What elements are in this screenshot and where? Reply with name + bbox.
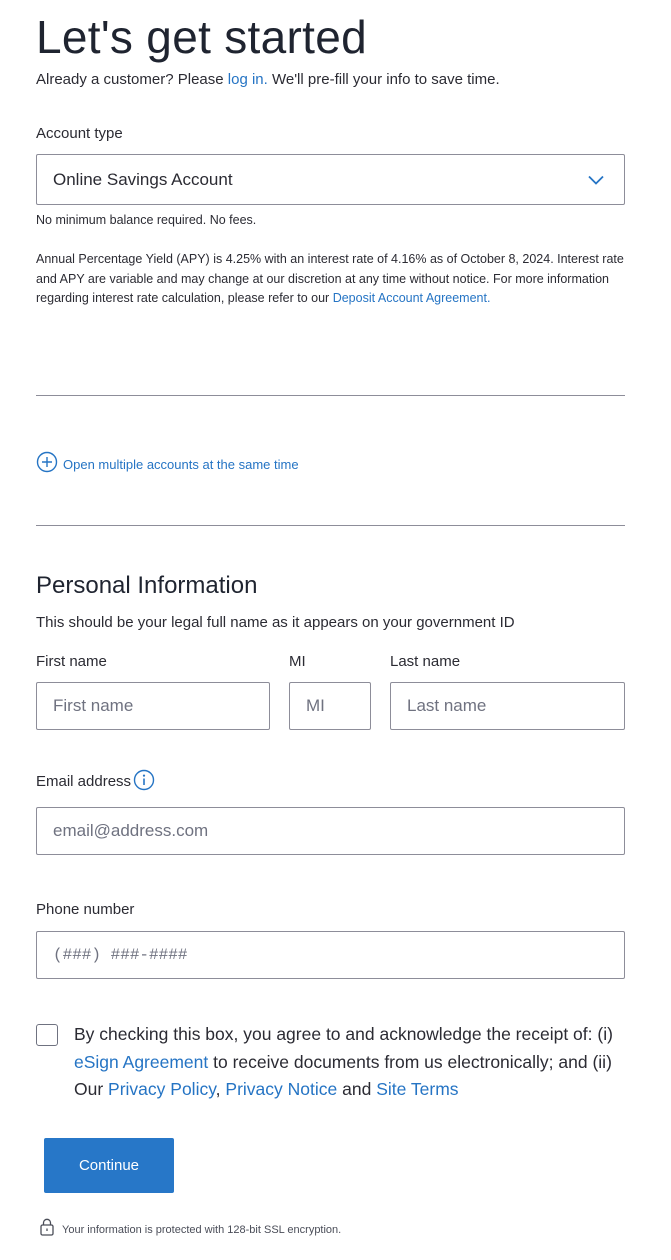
page-title: Let's get started: [36, 11, 367, 63]
first-name-input[interactable]: [36, 682, 270, 730]
email-label: Email address: [36, 773, 132, 790]
continue-button[interactable]: Continue: [44, 1138, 174, 1193]
email-input[interactable]: [36, 807, 625, 855]
consent-part1: By checking this box, you agree to and acknowledge the receipt of: (i): [74, 1024, 613, 1044]
security-note: [40, 1218, 341, 1241]
plus-circle-icon: [36, 451, 58, 478]
account-type-select[interactable]: [36, 154, 625, 205]
account-fee-note: No minimum balance required. No fees.: [36, 213, 257, 227]
last-name-input[interactable]: [390, 682, 625, 730]
phone-input[interactable]: [36, 931, 625, 979]
mi-label: MI: [289, 653, 306, 670]
consent-comma: ,: [215, 1079, 226, 1099]
consent-part2: to receive documents from us electronically; and (ii) Our: [74, 1051, 612, 1099]
info-icon[interactable]: [133, 769, 155, 796]
consent-text: [74, 1021, 630, 1104]
privacy-policy-link[interactable]: Privacy Policy: [108, 1079, 216, 1099]
account-type-value: Online Savings Account: [53, 169, 233, 189]
divider: [36, 395, 625, 396]
consent-checkbox[interactable]: [36, 1024, 58, 1046]
chevron-down-icon: [588, 172, 604, 188]
open-multiple-accounts-link[interactable]: [36, 451, 299, 478]
apy-disclosure-text: Annual Percentage Yield (APY) is 4.25% with an interest rate of 4.16% as of October 8, 2024. Interest rate and APY are variable and may change at our discretion at any time without notice. For more information regarding interest rate calculation, please refer to our: [36, 252, 624, 305]
deposit-agreement-link[interactable]: Deposit Account Agreement.: [332, 291, 491, 305]
privacy-notice-link[interactable]: Privacy Notice: [225, 1079, 338, 1099]
divider: [36, 525, 625, 526]
security-note-text: Your information is protected with 128-bit SSL encryption.: [62, 1223, 342, 1236]
mi-input[interactable]: [289, 682, 371, 730]
last-name-label: Last name: [390, 653, 461, 670]
account-type-label: Account type: [36, 125, 123, 142]
login-prompt-prefix: Already a customer? Please: [36, 71, 228, 88]
site-terms-link[interactable]: Site Terms: [376, 1079, 459, 1099]
first-name-label: First name: [36, 653, 107, 670]
open-multiple-accounts-label: Open multiple accounts at the same time: [63, 457, 299, 472]
apy-disclosure: [36, 250, 625, 309]
esign-agreement-link[interactable]: eSign Agreement: [74, 1051, 209, 1072]
personal-info-heading: Personal Information: [36, 572, 258, 599]
consent-and: and: [337, 1079, 377, 1099]
lock-icon: [40, 1218, 54, 1241]
login-link[interactable]: log in.: [227, 71, 268, 88]
phone-label: Phone number: [36, 901, 135, 918]
login-prompt: [36, 71, 500, 88]
personal-info-description: This should be your legal full name as it appears on your government ID: [36, 614, 515, 631]
login-prompt-suffix: We'll pre-fill your info to save time.: [267, 71, 500, 88]
